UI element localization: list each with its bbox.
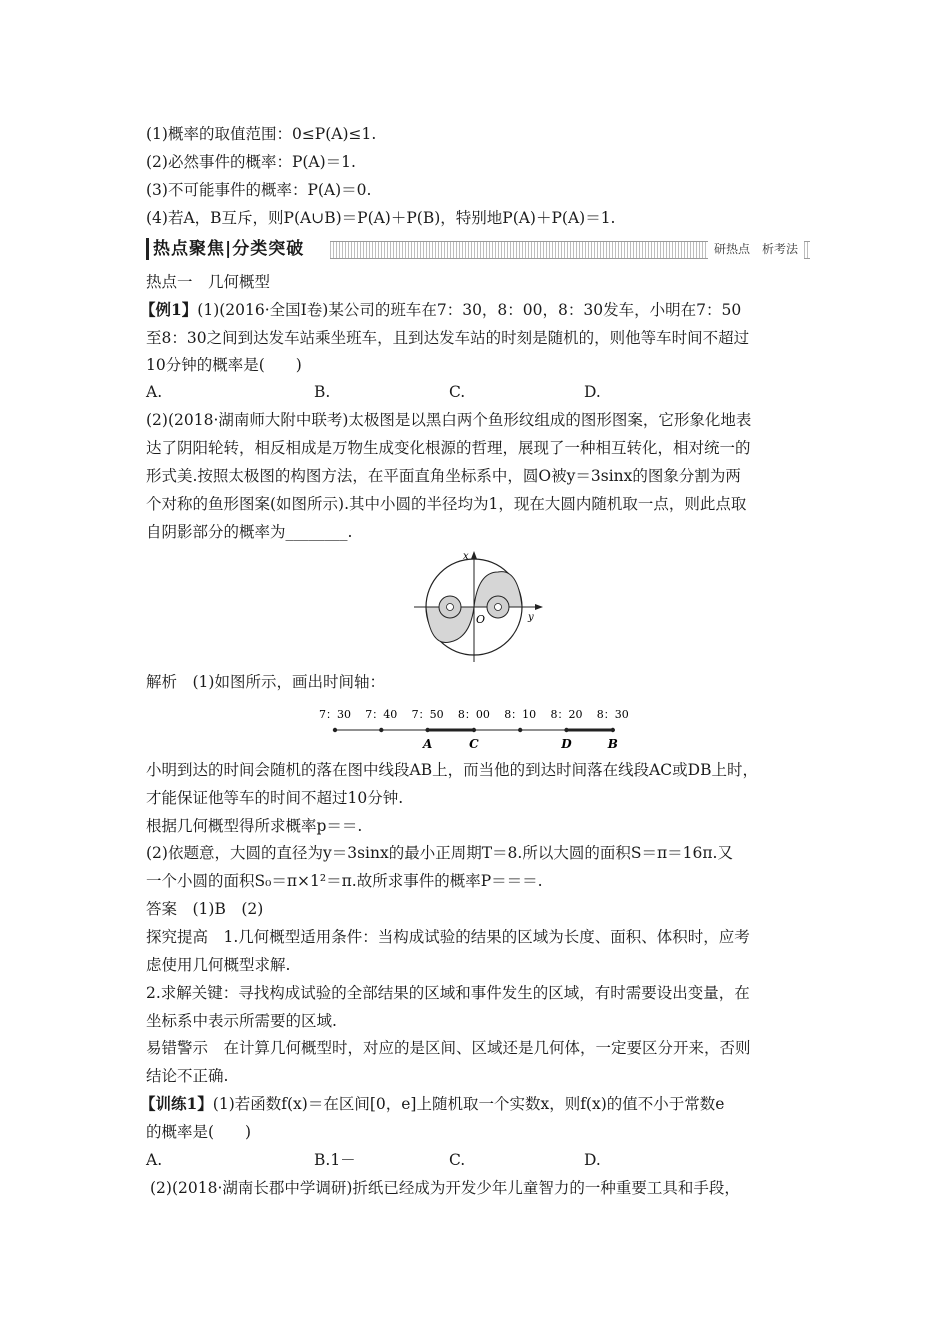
timeline-tick (425, 728, 429, 732)
train1-line3: (2)(2018·湖南长郡中学调研)折纸已经成为开发少年儿童智力的一种重要工具和手段， (150, 1179, 740, 1197)
explore-line3: 2.求解关键：寻找构成试验的全部结果的区域和事件发生的区域，有时需要设出变量，在 (146, 984, 750, 1002)
analysis-intro: 解析 (1)如图所示，画出时间轴： (146, 673, 385, 691)
timeline-tick-label: 8：10 (504, 708, 537, 721)
example1-p2-line5: 自阴影部分的概率为________. (146, 523, 353, 541)
answer-line: 答案 (1)B (2) (146, 900, 264, 918)
analysis-line1: 小明到达的时间会随机的落在图中线段AB上，而当他的到达时间落在线段AC或DB上时， (146, 761, 758, 779)
example1-p2-line4: 个对称的鱼形图案(如图所示).其中小圆的半径均为1，现在大圆内随机取一点，则此点取 (146, 495, 747, 513)
timeline-point-label: A (422, 737, 433, 751)
timeline-tick-label: 8：30 (596, 708, 629, 721)
banner-tag: 研热点 析考法 (708, 239, 804, 259)
x-axis-label: x (463, 551, 469, 562)
train1-choice-c: C. (449, 1151, 466, 1169)
example1-label: 【例1】 (140, 300, 198, 319)
explore-line2: 虑使用几何概型求解. (146, 956, 291, 974)
warning-line2: 结论不正确. (146, 1067, 229, 1085)
y-axis-arrow (535, 604, 543, 610)
analysis-line4: (2)依题意，大圆的直径为y＝3sinx的最小正周期T＝8.所以大圆的面积S＝π＝16π.又 (146, 844, 733, 862)
timeline-point-label: D (561, 737, 572, 751)
analysis-line2: 才能保证他等车的时间不超过10分钟. (146, 789, 404, 807)
prop-2: (2)必然事件的概率：P(A)＝1. (146, 153, 356, 171)
section-banner (146, 238, 810, 260)
prop-4: (4)若A，B互斥，则P(A∪B)＝P(A)＋P(B)，特别地P(A)＋P(A)＝1. (146, 209, 616, 227)
timeline-point-label: B (607, 737, 618, 751)
y-axis-label: y (528, 612, 534, 623)
example1-p2-line2: 达了阴阳轮转，相反相成是万物生成变化根源的哲理，展现了一种相互转化，相对统一的 (146, 439, 751, 457)
train1-line2: 的概率是( ) (146, 1123, 252, 1141)
train1-choice-b: B.1－ (314, 1151, 356, 1169)
origin-label: O (476, 613, 486, 626)
timeline-tick (333, 728, 337, 732)
example1-p2-line3: 形式美.按照太极图的构图方法，在平面直角坐标系中，圆O被y＝3sinx的图象分割为两 (146, 467, 741, 485)
explore-line4: 坐标系中表示所需要的区域. (146, 1012, 337, 1030)
timeline-tick-label: 8：20 (550, 708, 583, 721)
taiji-figure (410, 548, 546, 666)
timeline-tick (518, 728, 522, 732)
example1-p2-line1: (2)(2018·湖南师大附中联考)太极图是以黑白两个鱼形纹组成的图形图案，它形象化地表 (146, 411, 752, 429)
example1-choice-a: A. (146, 383, 163, 401)
train1-line1 (140, 1094, 724, 1114)
example1-choice-c: C. (449, 383, 466, 401)
train1-label: 【训练1】 (140, 1094, 213, 1113)
example1-line1 (140, 300, 741, 320)
timeline-tick (564, 728, 568, 732)
example1-choice-d: D. (584, 383, 601, 401)
prop-1: (1)概率的取值范围：0≤P(A)≤1. (146, 125, 377, 143)
analysis-line5: 一个小圆的面积S₀＝π×1²＝π.故所求事件的概率P＝＝＝. (146, 872, 543, 890)
train1-text1: (1)若函数f(x)＝在区间[0，e]上随机取一个实数x，则f(x)的值不小于常数e (212, 1095, 725, 1113)
hotspot-heading: 热点一 几何概型 (146, 273, 271, 291)
small-dot-left (447, 604, 454, 611)
explore-line1: 探究提高 1.几何概型适用条件：当构成试验的结果的区域为长度、面积、体积时，应考 (146, 928, 750, 946)
train1-choice-a: A. (146, 1151, 163, 1169)
timeline-point-label: C (469, 737, 479, 751)
timeline-tick (611, 728, 615, 732)
train1-choice-d: D. (584, 1151, 601, 1169)
small-dot-right (495, 604, 502, 611)
warning-line1: 易错警示 在计算几何概型时，对应的是区间、区域还是几何体，一定要区分开来，否则 (146, 1039, 751, 1057)
example1-line2: 至8：30之间到达发车站乘坐班车，且到达发车站的时刻是随机的，则他等车时间不超过 (146, 329, 750, 347)
timeline-tick-label: 7：50 (411, 708, 444, 721)
timeline-tick (379, 728, 383, 732)
example1-line3: 10分钟的概率是( ) (146, 356, 302, 374)
timeline-figure (316, 702, 636, 754)
example1-text1: (1)(2016·全国Ⅰ卷)某公司的班车在7：30，8：00，8：30发车，小明在7：50 (197, 301, 742, 319)
analysis-line3: 根据几何概型得所求概率p＝＝. (146, 817, 363, 835)
prop-3: (3)不可能事件的概率：P(A)＝0. (146, 181, 372, 199)
banner-title: 热点聚焦|分类突破 (146, 238, 308, 260)
timeline-tick-label: 8：00 (457, 708, 490, 721)
x-axis-arrow (471, 551, 477, 559)
timeline-tick-label: 7：30 (319, 708, 351, 721)
timeline-tick-label: 7：40 (365, 708, 398, 721)
timeline-tick (472, 728, 476, 732)
example1-choice-b: B. (314, 383, 331, 401)
